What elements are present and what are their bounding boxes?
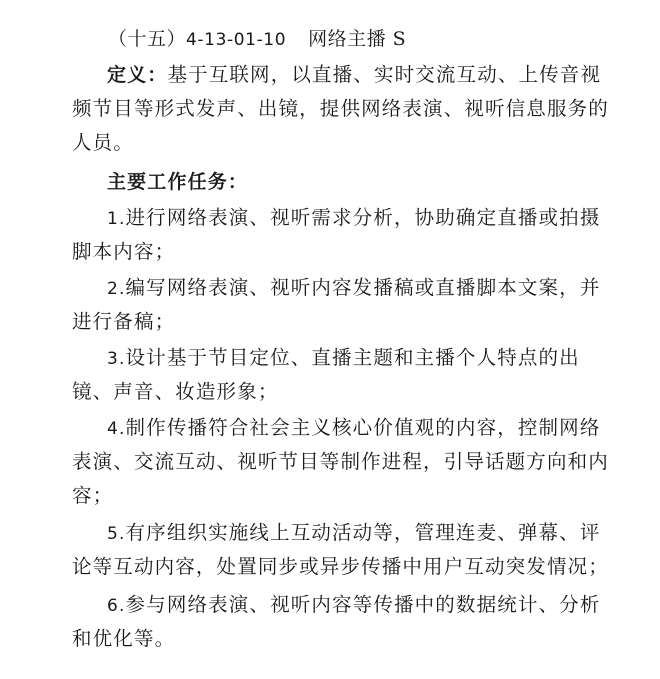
task-number: 3. bbox=[107, 349, 126, 369]
task-item bbox=[72, 588, 600, 656]
task-line: 参与网络表演、视听内容等传播中的数据统计、分析 bbox=[125, 593, 601, 616]
definition-line: 频节目等形式发声、出镜，提供网络表演、视听信息服务的 bbox=[72, 97, 609, 120]
task-line: 论等互动内容，处置同步或异步传播中用户互动突发情况； bbox=[72, 555, 609, 578]
definition-line: 人员。 bbox=[72, 131, 134, 154]
task-number: 6. bbox=[107, 596, 126, 616]
task-item bbox=[72, 516, 609, 584]
task-number: 1. bbox=[107, 209, 126, 229]
task-number: 2. bbox=[107, 279, 126, 299]
task-number: 4. bbox=[107, 419, 126, 439]
task-line: 进行网络表演、视听需求分析，协助确定直播或拍摄 bbox=[125, 206, 601, 229]
task-item bbox=[72, 411, 609, 513]
task-line: 有序组织实施线上互动活动等，管理连麦、弹幕、评 bbox=[125, 521, 601, 544]
task-line: 脚本内容； bbox=[72, 240, 176, 263]
task-line: 进行备稿； bbox=[72, 310, 176, 333]
occupation-title: 网络主播 S bbox=[308, 28, 407, 50]
section-heading bbox=[108, 22, 406, 57]
occupation-code: 4-13-01-10 bbox=[186, 30, 287, 50]
task-item bbox=[72, 271, 600, 339]
task-line: 编写网络表演、视听内容发播稿或直播脚本文案，并 bbox=[125, 276, 601, 299]
task-line: 镜、声音、妆造形象； bbox=[72, 380, 279, 403]
task-line: 设计基于节目定位、直播主题和主播个人特点的出 bbox=[125, 346, 580, 369]
tasks-heading: 主要工作任务： bbox=[107, 171, 249, 193]
definition-label: 定义： bbox=[107, 64, 168, 86]
section-prefix: （十五） bbox=[108, 28, 187, 50]
task-item bbox=[72, 201, 600, 269]
task-line: 制作传播符合社会主义核心价值观的内容，控制网络 bbox=[125, 416, 601, 439]
definition-paragraph bbox=[72, 58, 609, 160]
task-line: 容； bbox=[72, 484, 114, 507]
task-line: 和优化等。 bbox=[72, 627, 176, 650]
task-line: 表演、交流互动、视听节目等制作进程，引导话题方向和内 bbox=[72, 450, 609, 473]
task-item bbox=[72, 341, 580, 409]
task-number: 5. bbox=[107, 524, 126, 544]
definition-line: 基于互联网，以直播、实时交流互动、上传音视 bbox=[167, 63, 602, 86]
